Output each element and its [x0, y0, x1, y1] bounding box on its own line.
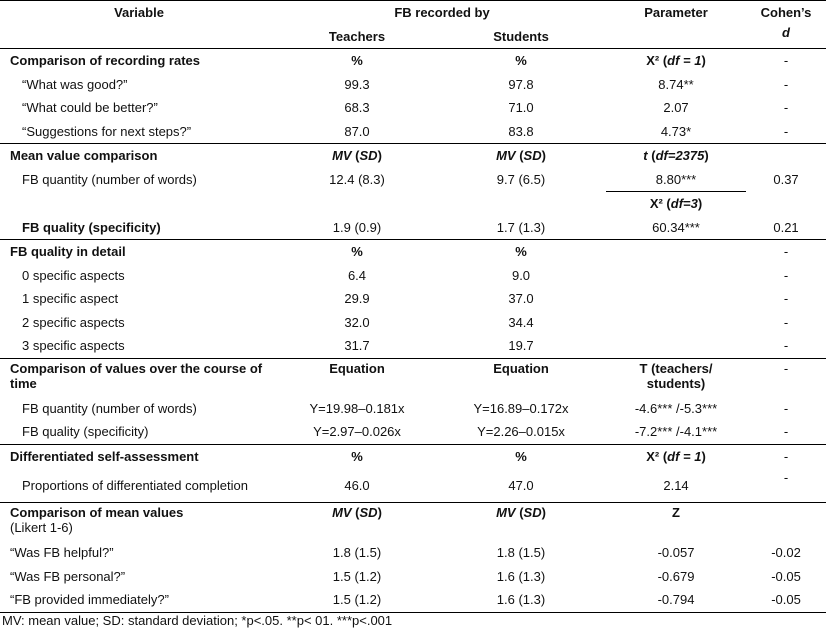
parameter-cell: 60.34***	[652, 219, 700, 235]
footnote: MV: mean value; SD: standard deviation; *p<.05. **p< 01. ***p<.001	[2, 613, 393, 628]
students-cell: %	[436, 49, 606, 73]
row-label: “Was FB helpful?”	[10, 545, 114, 561]
table-row	[0, 541, 826, 565]
parameter-cell: T (teachers/ students)	[606, 358, 746, 397]
students-cell: 1.8 (1.5)	[496, 545, 546, 561]
students-cell: %	[436, 444, 606, 468]
teachers-cell: %	[278, 49, 436, 73]
header-fb-recorded-by: FB recorded by	[278, 1, 606, 25]
table-row	[0, 96, 826, 120]
teachers-cell: 31.7	[344, 338, 370, 354]
row-label: FB quality (specificity)	[22, 424, 149, 440]
table-row	[0, 168, 826, 192]
teachers-cell: 29.9	[344, 291, 370, 307]
header-teachers: Teachers	[328, 28, 386, 44]
row-label: “What could be better?”	[22, 100, 158, 116]
parameter-cell: X² (df = 1)	[606, 49, 746, 73]
parameter-cell: -0.057	[657, 545, 695, 561]
students-cell: Y=16.89–0.172x	[473, 400, 569, 416]
cohens-cell: -	[783, 100, 789, 116]
teachers-cell: Y=2.97–0.026x	[313, 424, 401, 440]
row-label: 3 specific aspects	[22, 338, 125, 354]
teachers-cell: %	[278, 240, 436, 264]
cohens-cell: 0.37	[773, 172, 799, 187]
section-mean-value	[0, 144, 826, 168]
cohens-cell: -	[783, 76, 789, 92]
section-label: Comparison of values over the course of time	[0, 358, 278, 397]
table-row	[0, 192, 826, 216]
cohens-cell: -	[783, 424, 789, 440]
parameter-cell: 2.07	[663, 100, 689, 116]
cohens-cell: 0.21	[773, 219, 799, 235]
teachers-cell: 32.0	[344, 314, 370, 330]
teachers-cell: MV (SD)	[278, 503, 436, 542]
parameter-cell: -0.679	[657, 568, 695, 584]
teachers-cell: 87.0	[344, 123, 370, 139]
teachers-cell: 68.3	[344, 100, 370, 116]
parameter-cell: 8.80***	[655, 171, 697, 187]
section-label: FB quality in detail	[0, 240, 278, 264]
header-students: Students	[493, 28, 549, 44]
header-cohens: Cohen’s	[746, 1, 826, 25]
section-quality-detail	[0, 240, 826, 264]
table-row	[0, 397, 826, 421]
teachers-cell: 6.4	[347, 267, 367, 283]
students-cell: 83.8	[508, 123, 534, 139]
students-cell: Y=2.26–0.015x	[477, 424, 565, 440]
table-row	[0, 420, 826, 444]
table-row	[0, 264, 826, 288]
header-variable: Variable	[0, 1, 278, 25]
table-row	[0, 565, 826, 589]
teachers-cell: 1.8 (1.5)	[332, 545, 382, 561]
table-row	[0, 588, 826, 612]
section-label: Differentiated self-assessment	[0, 444, 278, 468]
students-cell: 1.6 (1.3)	[496, 568, 546, 584]
cohens-cell: -	[783, 338, 789, 354]
cohens-cell: -	[746, 240, 826, 264]
section-likert	[0, 503, 826, 542]
table-row	[0, 73, 826, 97]
row-label: 0 specific aspects	[22, 267, 125, 283]
teachers-cell: 12.4 (8.3)	[329, 172, 385, 187]
row-label: “What was good?”	[22, 76, 128, 92]
teachers-cell: 1.5 (1.2)	[278, 588, 436, 612]
parameter-cell: -4.6*** /-5.3***	[634, 400, 718, 416]
teachers-cell: 46.0	[344, 477, 370, 493]
teachers-cell: MV (SD)	[278, 144, 436, 168]
section-label: Comparison of recording rates	[0, 49, 278, 73]
cohens-cell: -	[783, 291, 789, 307]
teachers-cell: Equation	[278, 358, 436, 397]
teachers-cell: 1.5 (1.2)	[332, 568, 382, 584]
teachers-cell: %	[278, 444, 436, 468]
cohens-cell: -	[783, 123, 789, 139]
header-row-1	[0, 1, 826, 25]
students-cell: 37.0	[508, 291, 534, 307]
section-label: Mean value comparison	[0, 144, 278, 168]
cohens-cell: -0.05	[771, 568, 801, 584]
cohens-cell: -0.05	[746, 588, 826, 612]
students-cell: 1.7 (1.3)	[496, 219, 546, 235]
row-label: “FB provided immediately?”	[0, 588, 278, 612]
students-cell: %	[436, 240, 606, 264]
parameter-cell: -0.794	[606, 588, 746, 612]
students-cell: 97.8	[508, 76, 534, 92]
students-cell: 34.4	[508, 314, 534, 330]
cohens-cell: -	[746, 49, 826, 73]
students-cell: 19.7	[508, 338, 534, 354]
row-label: 2 specific aspects	[22, 314, 125, 330]
table-row	[0, 311, 826, 335]
cohens-cell: -	[783, 314, 789, 330]
parameter-cell: 8.74**	[658, 76, 694, 92]
parameter-cell: X² (df=3)	[606, 192, 746, 216]
section-label: Comparison of mean values (Likert 1-6)	[0, 503, 278, 542]
students-cell: MV (SD)	[436, 144, 606, 168]
cohens-cell: -	[783, 470, 789, 485]
students-cell: 1.6 (1.3)	[436, 588, 606, 612]
table-row	[0, 216, 826, 240]
header-row-2	[0, 25, 826, 49]
students-cell: Equation	[436, 358, 606, 397]
parameter-cell: Z	[606, 503, 746, 542]
students-cell: 71.0	[508, 100, 534, 116]
cohens-cell: -	[783, 267, 789, 283]
table-row	[0, 334, 826, 358]
section-over-time	[0, 358, 826, 397]
parameter-cell: -7.2*** /-4.1***	[634, 424, 718, 440]
parameter-cell: X² (df = 1)	[606, 444, 746, 468]
row-label: “Suggestions for next steps?”	[22, 123, 192, 139]
row-label: FB quantity (number of words)	[22, 172, 197, 187]
row-label: 1 specific aspect	[22, 291, 119, 307]
cohens-cell: -	[746, 444, 826, 468]
parameter-cell: 2.14	[663, 477, 689, 493]
row-label: FB quality (specificity)	[22, 219, 161, 235]
row-label: FB quantity (number of words)	[22, 400, 197, 416]
section-self-assessment	[0, 444, 826, 468]
row-label: Proportions of differentiated completion	[22, 477, 248, 493]
students-cell: 47.0	[508, 477, 534, 493]
table-row	[0, 287, 826, 311]
parameter-cell: t (df=2375)	[606, 144, 746, 168]
table-row	[0, 468, 826, 503]
table-row	[0, 120, 826, 144]
header-cohens-d: d	[782, 24, 790, 40]
cohens-cell: -0.02	[771, 545, 801, 561]
students-cell: MV (SD)	[436, 503, 606, 542]
section-recording-rates	[0, 49, 826, 73]
teachers-cell: 1.9 (0.9)	[332, 219, 382, 235]
cohens-cell: -	[746, 358, 826, 397]
header-parameter: Parameter	[606, 1, 746, 25]
cohens-cell: -	[783, 400, 789, 416]
row-label: “Was FB personal?”	[10, 568, 126, 584]
teachers-cell: Y=19.98–0.181x	[309, 400, 405, 416]
students-cell: 9.0	[511, 267, 531, 283]
parameter-cell: 4.73*	[660, 123, 692, 139]
students-cell: 9.7 (6.5)	[496, 172, 546, 187]
teachers-cell: 99.3	[344, 76, 370, 92]
